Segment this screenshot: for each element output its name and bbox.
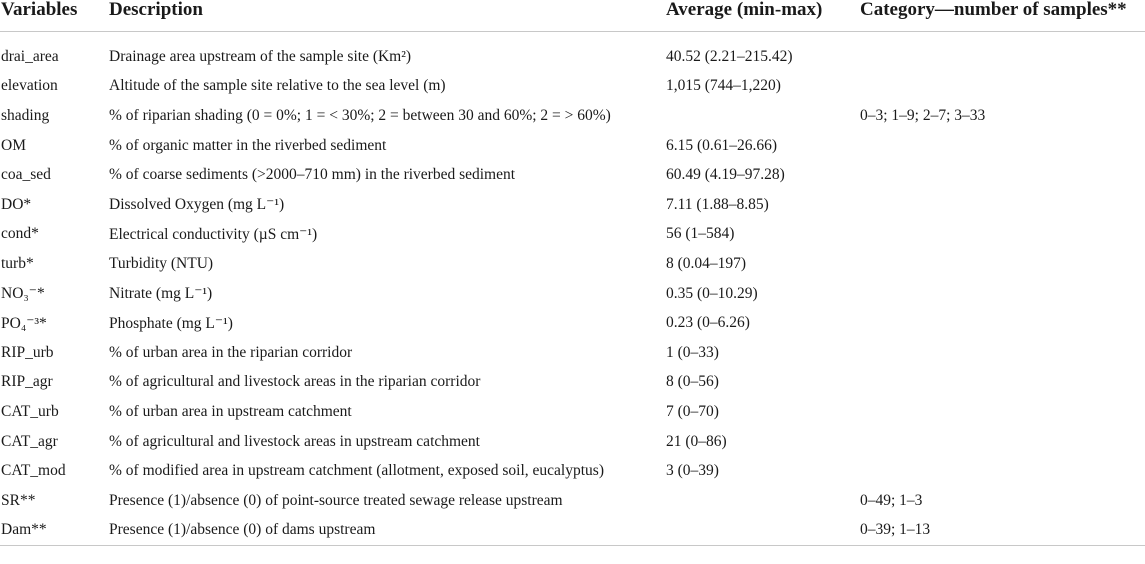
table-row	[0, 160, 1145, 190]
cell-variable: PO₄⁻³*	[1, 314, 47, 332]
cell-category	[858, 279, 1145, 309]
cell-variable: NO₃⁻*	[1, 285, 45, 303]
cell-description: % of urban area in the riparian corridor	[109, 343, 353, 361]
cell-average: 1 (0–33)	[666, 343, 719, 361]
cell-average: 8 (0–56)	[666, 373, 719, 391]
table-row	[0, 308, 1145, 338]
table-row	[0, 32, 1145, 72]
table-row	[0, 279, 1145, 309]
cell-category	[858, 249, 1145, 279]
cell-variable: drai_area	[1, 47, 59, 65]
cell-average: 40.52 (2.21–215.42)	[666, 47, 793, 65]
cell-variable: shading	[1, 106, 50, 124]
table-row	[0, 249, 1145, 279]
cell-category	[858, 72, 1145, 102]
cell-variable: CAT_urb	[1, 402, 59, 420]
cell-category: 0–39; 1–13	[858, 516, 1145, 546]
table-row	[0, 397, 1145, 427]
cell-variable: cond*	[1, 225, 39, 243]
cell-average: 60.49 (4.19–97.28)	[666, 166, 785, 184]
cell-variable: turb*	[1, 254, 34, 272]
header-row	[0, 0, 1145, 32]
cell-average	[666, 516, 858, 546]
cell-category	[858, 456, 1145, 486]
cell-variable: Dam**	[0, 516, 104, 546]
cell-description: % of organic matter in the riverbed sediment	[109, 136, 387, 154]
cell-description: % of coarse sediments (>2000–710 mm) in the riverbed sediment	[109, 166, 516, 184]
cell-description: Presence (1)/absence (0) of point-source treated sewage release upstream	[109, 491, 563, 509]
cell-description: % of riparian shading (0 = 0%; 1 = < 30%; 2 = between 30 and 60%; 2 = > 60%)	[109, 106, 611, 124]
cell-category	[858, 131, 1145, 161]
cell-category	[858, 160, 1145, 190]
cell-category	[858, 338, 1145, 368]
table-row	[0, 72, 1145, 102]
cell-description: Phosphate (mg L⁻¹)	[109, 314, 233, 332]
table-row	[0, 456, 1145, 486]
table-row	[0, 516, 1145, 546]
cell-category	[858, 368, 1145, 398]
cell-variable: RIP_agr	[1, 373, 53, 391]
cell-description: Electrical conductivity (µS cm⁻¹)	[109, 225, 318, 243]
cell-average: 8 (0.04–197)	[666, 254, 747, 272]
table-row	[0, 131, 1145, 161]
cell-description: % of agricultural and livestock areas in the riparian corridor	[109, 373, 481, 391]
cell-average: 21 (0–86)	[666, 432, 727, 450]
cell-category	[858, 32, 1145, 72]
cell-category	[858, 427, 1145, 457]
cell-average	[666, 486, 858, 516]
header-category: Category—number of samples**	[860, 0, 1127, 20]
cell-category	[858, 220, 1145, 250]
table-header	[0, 0, 1145, 32]
cell-description: Presence (1)/absence (0) of dams upstream	[104, 516, 666, 546]
cell-category	[858, 397, 1145, 427]
cell-variable: coa_sed	[1, 166, 51, 184]
cell-variable: OM	[1, 136, 26, 154]
cell-description: % of urban area in upstream catchment	[109, 402, 352, 420]
cell-category: 0–3; 1–9; 2–7; 3–33	[860, 106, 986, 124]
cell-category	[858, 308, 1145, 338]
cell-average	[666, 101, 858, 131]
table-row	[0, 338, 1145, 368]
cell-description: Dissolved Oxygen (mg L⁻¹)	[109, 196, 285, 214]
cell-description: Turbidity (NTU)	[109, 254, 214, 272]
cell-average: 0.23 (0–6.26)	[666, 314, 750, 332]
cell-average: 56 (1–584)	[666, 225, 735, 243]
table-row	[0, 427, 1145, 457]
table-body	[0, 32, 1145, 546]
cell-description: Nitrate (mg L⁻¹)	[109, 285, 213, 303]
cell-variable: RIP_urb	[1, 343, 54, 361]
header-variables: Variables	[1, 0, 78, 20]
cell-variable: SR**	[1, 491, 36, 509]
cell-average: 1,015 (744–1,220)	[666, 77, 781, 95]
cell-description: Drainage area upstream of the sample site (Km²)	[109, 47, 412, 65]
cell-average: 3 (0–39)	[666, 462, 719, 480]
cell-variable: DO*	[1, 195, 32, 213]
cell-description: % of agricultural and livestock areas in upstream catchment	[109, 432, 480, 450]
table-row	[0, 486, 1145, 516]
cell-variable: CAT_mod	[1, 462, 66, 480]
cell-variable: CAT_agr	[1, 432, 58, 450]
cell-description: % of modified area in upstream catchment (allotment, exposed soil, eucalyptus)	[109, 462, 604, 480]
cell-variable: elevation	[1, 77, 58, 95]
table-row	[0, 190, 1145, 220]
header-description: Description	[109, 0, 203, 20]
cell-description: Altitude of the sample site relative to the sea level (m)	[109, 77, 446, 95]
table-row	[0, 368, 1145, 398]
cell-average: 7 (0–70)	[666, 402, 719, 420]
cell-category: 0–49; 1–3	[860, 491, 923, 509]
table-row	[0, 101, 1145, 131]
cell-average: 6.15 (0.61–26.66)	[666, 136, 778, 154]
cell-category	[858, 190, 1145, 220]
cell-average: 7.11 (1.88–8.85)	[666, 195, 769, 213]
cell-average: 0.35 (0–10.29)	[666, 284, 758, 302]
header-average: Average (min-max)	[666, 0, 823, 20]
table-row	[0, 220, 1145, 250]
